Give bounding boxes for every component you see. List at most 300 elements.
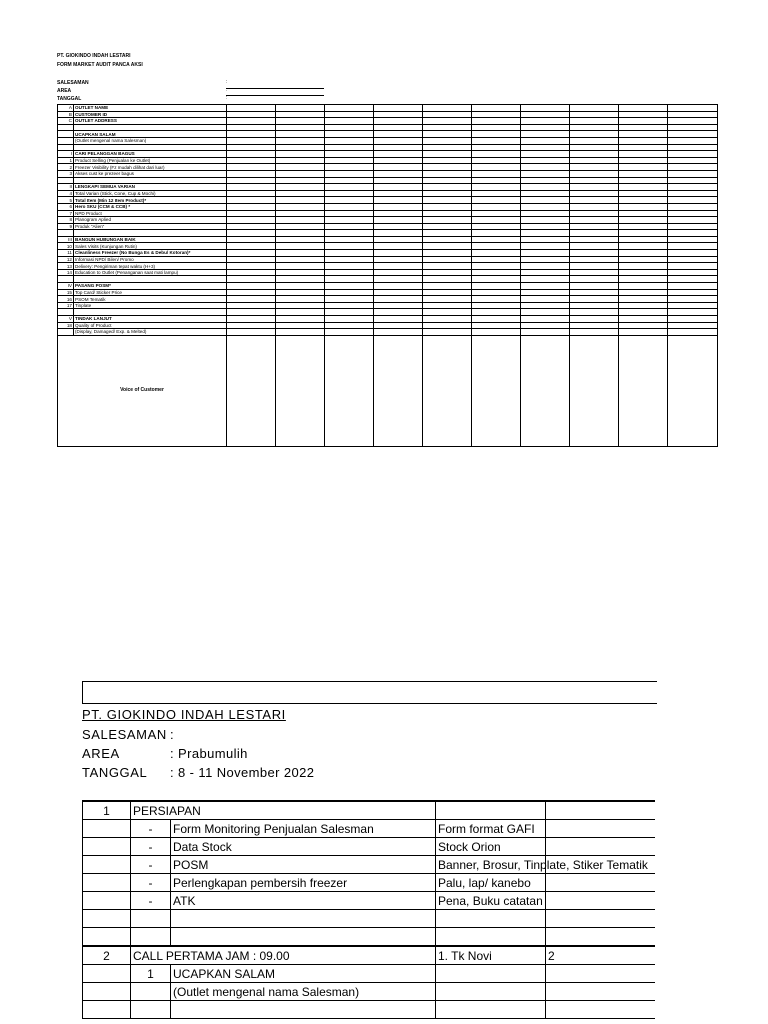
audit-cell[interactable] xyxy=(619,223,668,230)
audit-cell[interactable] xyxy=(668,164,718,171)
audit-cell[interactable] xyxy=(570,184,619,191)
audit-cell[interactable] xyxy=(521,210,570,217)
audit-cell[interactable] xyxy=(619,296,668,303)
audit-cell[interactable] xyxy=(668,276,718,283)
audit-cell[interactable] xyxy=(619,322,668,329)
audit-cell[interactable] xyxy=(276,289,325,296)
audit-cell[interactable] xyxy=(423,203,472,210)
audit-cell[interactable] xyxy=(227,230,276,237)
audit-cell[interactable] xyxy=(325,190,374,197)
audit-cell[interactable] xyxy=(521,269,570,276)
audit-cell[interactable] xyxy=(668,184,718,191)
audit-cell[interactable] xyxy=(423,111,472,118)
audit-cell[interactable] xyxy=(472,144,521,151)
audit-cell[interactable] xyxy=(227,203,276,210)
audit-cell[interactable] xyxy=(472,184,521,191)
voice-of-customer-cell[interactable] xyxy=(472,335,521,446)
audit-cell[interactable] xyxy=(276,250,325,257)
audit-cell[interactable] xyxy=(668,283,718,290)
audit-cell[interactable] xyxy=(325,157,374,164)
audit-cell[interactable] xyxy=(227,256,276,263)
audit-cell[interactable] xyxy=(570,151,619,158)
audit-cell[interactable] xyxy=(374,157,423,164)
audit-cell[interactable] xyxy=(227,151,276,158)
audit-cell[interactable] xyxy=(423,223,472,230)
audit-cell[interactable] xyxy=(227,124,276,131)
audit-cell[interactable] xyxy=(423,118,472,125)
audit-cell[interactable] xyxy=(472,250,521,257)
audit-cell[interactable] xyxy=(521,137,570,144)
audit-cell[interactable] xyxy=(619,177,668,184)
audit-cell[interactable] xyxy=(423,302,472,309)
audit-cell[interactable] xyxy=(325,164,374,171)
audit-cell[interactable] xyxy=(472,309,521,316)
audit-cell[interactable] xyxy=(570,289,619,296)
audit-cell[interactable] xyxy=(325,250,374,257)
audit-cell[interactable] xyxy=(570,157,619,164)
audit-cell[interactable] xyxy=(619,203,668,210)
audit-cell[interactable] xyxy=(423,269,472,276)
audit-cell[interactable] xyxy=(227,157,276,164)
audit-cell[interactable] xyxy=(374,250,423,257)
audit-cell[interactable] xyxy=(227,111,276,118)
audit-cell[interactable] xyxy=(325,105,374,112)
audit-cell[interactable] xyxy=(472,210,521,217)
audit-cell[interactable] xyxy=(668,309,718,316)
audit-cell[interactable] xyxy=(423,230,472,237)
audit-cell[interactable] xyxy=(472,302,521,309)
audit-cell[interactable] xyxy=(423,263,472,270)
audit-cell[interactable] xyxy=(668,250,718,257)
audit-cell[interactable] xyxy=(521,197,570,204)
audit-cell[interactable] xyxy=(325,151,374,158)
audit-cell[interactable] xyxy=(276,316,325,323)
audit-cell[interactable] xyxy=(668,217,718,224)
audit-cell[interactable] xyxy=(521,203,570,210)
audit-cell[interactable] xyxy=(472,151,521,158)
audit-cell[interactable] xyxy=(325,118,374,125)
audit-cell[interactable] xyxy=(227,223,276,230)
audit-cell[interactable] xyxy=(668,243,718,250)
audit-cell[interactable] xyxy=(227,217,276,224)
audit-cell[interactable] xyxy=(374,269,423,276)
audit-cell[interactable] xyxy=(227,322,276,329)
audit-cell[interactable] xyxy=(521,118,570,125)
audit-cell[interactable] xyxy=(570,230,619,237)
audit-cell[interactable] xyxy=(619,276,668,283)
audit-cell[interactable] xyxy=(472,316,521,323)
audit-cell[interactable] xyxy=(521,164,570,171)
audit-cell[interactable] xyxy=(276,151,325,158)
audit-cell[interactable] xyxy=(668,230,718,237)
audit-cell[interactable] xyxy=(668,170,718,177)
audit-cell[interactable] xyxy=(521,236,570,243)
audit-cell[interactable] xyxy=(668,316,718,323)
audit-cell[interactable] xyxy=(570,118,619,125)
audit-cell[interactable] xyxy=(570,144,619,151)
audit-cell[interactable] xyxy=(276,157,325,164)
audit-cell[interactable] xyxy=(521,250,570,257)
audit-cell[interactable] xyxy=(374,151,423,158)
audit-cell[interactable] xyxy=(374,256,423,263)
audit-cell[interactable] xyxy=(668,151,718,158)
audit-cell[interactable] xyxy=(570,263,619,270)
audit-cell[interactable] xyxy=(227,283,276,290)
audit-cell[interactable] xyxy=(227,263,276,270)
audit-cell[interactable] xyxy=(472,296,521,303)
audit-cell[interactable] xyxy=(374,276,423,283)
audit-cell[interactable] xyxy=(668,157,718,164)
audit-cell[interactable] xyxy=(374,111,423,118)
audit-cell[interactable] xyxy=(619,283,668,290)
audit-cell[interactable] xyxy=(423,190,472,197)
audit-cell[interactable] xyxy=(570,309,619,316)
audit-cell[interactable] xyxy=(668,223,718,230)
audit-cell[interactable] xyxy=(325,309,374,316)
audit-cell[interactable] xyxy=(423,250,472,257)
audit-cell[interactable] xyxy=(374,309,423,316)
audit-cell[interactable] xyxy=(374,236,423,243)
audit-cell[interactable] xyxy=(619,157,668,164)
audit-cell[interactable] xyxy=(619,170,668,177)
audit-cell[interactable] xyxy=(276,124,325,131)
audit-cell[interactable] xyxy=(325,137,374,144)
audit-cell[interactable] xyxy=(325,283,374,290)
audit-cell[interactable] xyxy=(374,223,423,230)
audit-cell[interactable] xyxy=(668,190,718,197)
audit-cell[interactable] xyxy=(374,283,423,290)
audit-cell[interactable] xyxy=(472,111,521,118)
audit-cell[interactable] xyxy=(570,105,619,112)
audit-cell[interactable] xyxy=(374,322,423,329)
voice-of-customer-cell[interactable] xyxy=(570,335,619,446)
audit-cell[interactable] xyxy=(472,322,521,329)
audit-cell[interactable] xyxy=(276,322,325,329)
voice-of-customer-cell[interactable] xyxy=(619,335,668,446)
audit-cell[interactable] xyxy=(472,197,521,204)
audit-cell[interactable] xyxy=(325,256,374,263)
audit-cell[interactable] xyxy=(423,236,472,243)
audit-cell[interactable] xyxy=(276,263,325,270)
audit-cell[interactable] xyxy=(619,131,668,138)
audit-cell[interactable] xyxy=(619,197,668,204)
voice-of-customer-cell[interactable] xyxy=(423,335,472,446)
audit-cell[interactable] xyxy=(325,243,374,250)
audit-cell[interactable] xyxy=(423,256,472,263)
audit-cell[interactable] xyxy=(521,296,570,303)
audit-cell[interactable] xyxy=(325,177,374,184)
audit-cell[interactable] xyxy=(276,276,325,283)
audit-cell[interactable] xyxy=(619,151,668,158)
audit-cell[interactable] xyxy=(619,309,668,316)
audit-cell[interactable] xyxy=(570,296,619,303)
audit-cell[interactable] xyxy=(227,302,276,309)
audit-cell[interactable] xyxy=(619,111,668,118)
audit-cell[interactable] xyxy=(472,177,521,184)
audit-cell[interactable] xyxy=(325,276,374,283)
audit-cell[interactable] xyxy=(227,289,276,296)
audit-cell[interactable] xyxy=(325,217,374,224)
audit-cell[interactable] xyxy=(423,283,472,290)
audit-cell[interactable] xyxy=(619,210,668,217)
audit-cell[interactable] xyxy=(227,243,276,250)
audit-cell[interactable] xyxy=(227,190,276,197)
voice-of-customer-cell[interactable] xyxy=(374,335,423,446)
audit-cell[interactable] xyxy=(276,184,325,191)
audit-cell[interactable] xyxy=(374,170,423,177)
audit-cell[interactable] xyxy=(423,137,472,144)
audit-cell[interactable] xyxy=(276,236,325,243)
audit-cell[interactable] xyxy=(276,170,325,177)
audit-cell[interactable] xyxy=(227,118,276,125)
audit-cell[interactable] xyxy=(570,223,619,230)
audit-cell[interactable] xyxy=(521,177,570,184)
audit-cell[interactable] xyxy=(619,256,668,263)
audit-cell[interactable] xyxy=(227,329,276,336)
audit-cell[interactable] xyxy=(668,118,718,125)
audit-cell[interactable] xyxy=(325,296,374,303)
audit-cell[interactable] xyxy=(276,296,325,303)
audit-cell[interactable] xyxy=(374,243,423,250)
audit-cell[interactable] xyxy=(521,230,570,237)
audit-cell[interactable] xyxy=(521,144,570,151)
audit-cell[interactable] xyxy=(227,105,276,112)
audit-cell[interactable] xyxy=(276,197,325,204)
audit-cell[interactable] xyxy=(423,316,472,323)
audit-cell[interactable] xyxy=(570,210,619,217)
audit-cell[interactable] xyxy=(227,269,276,276)
audit-cell[interactable] xyxy=(570,203,619,210)
audit-cell[interactable] xyxy=(325,316,374,323)
audit-cell[interactable] xyxy=(472,190,521,197)
audit-cell[interactable] xyxy=(668,124,718,131)
audit-cell[interactable] xyxy=(521,170,570,177)
audit-cell[interactable] xyxy=(521,184,570,191)
audit-cell[interactable] xyxy=(227,236,276,243)
audit-cell[interactable] xyxy=(472,289,521,296)
audit-cell[interactable] xyxy=(619,217,668,224)
audit-cell[interactable] xyxy=(472,236,521,243)
audit-cell[interactable] xyxy=(472,243,521,250)
audit-cell[interactable] xyxy=(325,197,374,204)
audit-cell[interactable] xyxy=(423,124,472,131)
audit-cell[interactable] xyxy=(570,190,619,197)
audit-cell[interactable] xyxy=(521,190,570,197)
audit-cell[interactable] xyxy=(227,164,276,171)
audit-cell[interactable] xyxy=(325,269,374,276)
audit-cell[interactable] xyxy=(325,144,374,151)
audit-cell[interactable] xyxy=(570,164,619,171)
audit-cell[interactable] xyxy=(374,164,423,171)
audit-cell[interactable] xyxy=(227,309,276,316)
audit-cell[interactable] xyxy=(570,329,619,336)
audit-cell[interactable] xyxy=(423,151,472,158)
audit-cell[interactable] xyxy=(521,309,570,316)
audit-cell[interactable] xyxy=(668,105,718,112)
audit-cell[interactable] xyxy=(325,329,374,336)
audit-cell[interactable] xyxy=(227,177,276,184)
audit-cell[interactable] xyxy=(619,164,668,171)
audit-cell[interactable] xyxy=(472,137,521,144)
audit-cell[interactable] xyxy=(521,151,570,158)
audit-cell[interactable] xyxy=(276,111,325,118)
audit-cell[interactable] xyxy=(374,124,423,131)
audit-cell[interactable] xyxy=(325,131,374,138)
audit-cell[interactable] xyxy=(521,105,570,112)
audit-cell[interactable] xyxy=(227,144,276,151)
audit-cell[interactable] xyxy=(325,124,374,131)
audit-cell[interactable] xyxy=(472,217,521,224)
audit-cell[interactable] xyxy=(374,316,423,323)
audit-cell[interactable] xyxy=(227,137,276,144)
audit-cell[interactable] xyxy=(472,283,521,290)
audit-cell[interactable] xyxy=(619,124,668,131)
audit-cell[interactable] xyxy=(423,276,472,283)
audit-cell[interactable] xyxy=(570,124,619,131)
audit-cell[interactable] xyxy=(668,210,718,217)
audit-cell[interactable] xyxy=(374,190,423,197)
voice-of-customer-cell[interactable] xyxy=(276,335,325,446)
audit-cell[interactable] xyxy=(374,131,423,138)
audit-cell[interactable] xyxy=(619,269,668,276)
audit-cell[interactable] xyxy=(227,296,276,303)
audit-cell[interactable] xyxy=(276,283,325,290)
audit-cell[interactable] xyxy=(472,276,521,283)
audit-cell[interactable] xyxy=(325,236,374,243)
audit-cell[interactable] xyxy=(374,302,423,309)
audit-cell[interactable] xyxy=(325,203,374,210)
audit-cell[interactable] xyxy=(619,329,668,336)
audit-cell[interactable] xyxy=(668,236,718,243)
audit-cell[interactable] xyxy=(521,276,570,283)
audit-cell[interactable] xyxy=(472,131,521,138)
audit-cell[interactable] xyxy=(374,296,423,303)
audit-cell[interactable] xyxy=(570,283,619,290)
voice-of-customer-cell[interactable] xyxy=(521,335,570,446)
audit-cell[interactable] xyxy=(619,118,668,125)
audit-cell[interactable] xyxy=(521,289,570,296)
audit-cell[interactable] xyxy=(521,217,570,224)
audit-cell[interactable] xyxy=(423,289,472,296)
audit-cell[interactable] xyxy=(521,157,570,164)
audit-cell[interactable] xyxy=(276,210,325,217)
audit-cell[interactable] xyxy=(619,302,668,309)
audit-cell[interactable] xyxy=(276,329,325,336)
audit-cell[interactable] xyxy=(423,144,472,151)
audit-cell[interactable] xyxy=(570,243,619,250)
audit-cell[interactable] xyxy=(570,256,619,263)
audit-cell[interactable] xyxy=(570,250,619,257)
audit-cell[interactable] xyxy=(668,322,718,329)
audit-cell[interactable] xyxy=(276,256,325,263)
audit-cell[interactable] xyxy=(570,197,619,204)
audit-cell[interactable] xyxy=(619,137,668,144)
voice-of-customer-cell[interactable] xyxy=(325,335,374,446)
audit-cell[interactable] xyxy=(521,329,570,336)
audit-cell[interactable] xyxy=(374,289,423,296)
audit-cell[interactable] xyxy=(521,256,570,263)
audit-cell[interactable] xyxy=(423,322,472,329)
audit-cell[interactable] xyxy=(423,243,472,250)
audit-cell[interactable] xyxy=(325,289,374,296)
audit-cell[interactable] xyxy=(423,164,472,171)
audit-cell[interactable] xyxy=(619,184,668,191)
audit-cell[interactable] xyxy=(325,322,374,329)
audit-cell[interactable] xyxy=(276,309,325,316)
audit-cell[interactable] xyxy=(521,263,570,270)
audit-cell[interactable] xyxy=(472,223,521,230)
audit-cell[interactable] xyxy=(570,316,619,323)
audit-cell[interactable] xyxy=(472,157,521,164)
audit-cell[interactable] xyxy=(668,177,718,184)
audit-cell[interactable] xyxy=(276,230,325,237)
audit-cell[interactable] xyxy=(668,256,718,263)
audit-cell[interactable] xyxy=(521,223,570,230)
audit-cell[interactable] xyxy=(423,131,472,138)
audit-cell[interactable] xyxy=(570,302,619,309)
audit-cell[interactable] xyxy=(619,289,668,296)
audit-cell[interactable] xyxy=(374,210,423,217)
audit-cell[interactable] xyxy=(472,230,521,237)
audit-cell[interactable] xyxy=(276,118,325,125)
audit-cell[interactable] xyxy=(521,322,570,329)
audit-cell[interactable] xyxy=(423,309,472,316)
audit-cell[interactable] xyxy=(668,289,718,296)
audit-cell[interactable] xyxy=(570,236,619,243)
audit-cell[interactable] xyxy=(325,223,374,230)
audit-cell[interactable] xyxy=(374,118,423,125)
audit-cell[interactable] xyxy=(619,230,668,237)
audit-cell[interactable] xyxy=(423,105,472,112)
audit-cell[interactable] xyxy=(472,170,521,177)
audit-cell[interactable] xyxy=(276,105,325,112)
audit-cell[interactable] xyxy=(276,243,325,250)
audit-cell[interactable] xyxy=(325,302,374,309)
audit-cell[interactable] xyxy=(668,203,718,210)
audit-cell[interactable] xyxy=(570,217,619,224)
audit-cell[interactable] xyxy=(276,269,325,276)
audit-cell[interactable] xyxy=(570,137,619,144)
audit-cell[interactable] xyxy=(227,184,276,191)
audit-cell[interactable] xyxy=(668,269,718,276)
audit-cell[interactable] xyxy=(570,131,619,138)
audit-cell[interactable] xyxy=(668,329,718,336)
audit-cell[interactable] xyxy=(423,170,472,177)
audit-cell[interactable] xyxy=(521,111,570,118)
audit-cell[interactable] xyxy=(472,105,521,112)
audit-cell[interactable] xyxy=(276,137,325,144)
audit-cell[interactable] xyxy=(472,269,521,276)
audit-cell[interactable] xyxy=(423,197,472,204)
audit-cell[interactable] xyxy=(570,276,619,283)
audit-cell[interactable] xyxy=(374,230,423,237)
audit-cell[interactable] xyxy=(521,131,570,138)
audit-cell[interactable] xyxy=(668,111,718,118)
audit-cell[interactable] xyxy=(276,223,325,230)
audit-cell[interactable] xyxy=(521,124,570,131)
audit-cell[interactable] xyxy=(276,131,325,138)
audit-cell[interactable] xyxy=(227,316,276,323)
audit-cell[interactable] xyxy=(227,197,276,204)
audit-cell[interactable] xyxy=(325,210,374,217)
audit-cell[interactable] xyxy=(276,203,325,210)
audit-cell[interactable] xyxy=(570,177,619,184)
audit-cell[interactable] xyxy=(472,263,521,270)
audit-cell[interactable] xyxy=(521,243,570,250)
voice-of-customer-cell[interactable] xyxy=(668,335,718,446)
audit-cell[interactable] xyxy=(423,177,472,184)
audit-cell[interactable] xyxy=(619,144,668,151)
